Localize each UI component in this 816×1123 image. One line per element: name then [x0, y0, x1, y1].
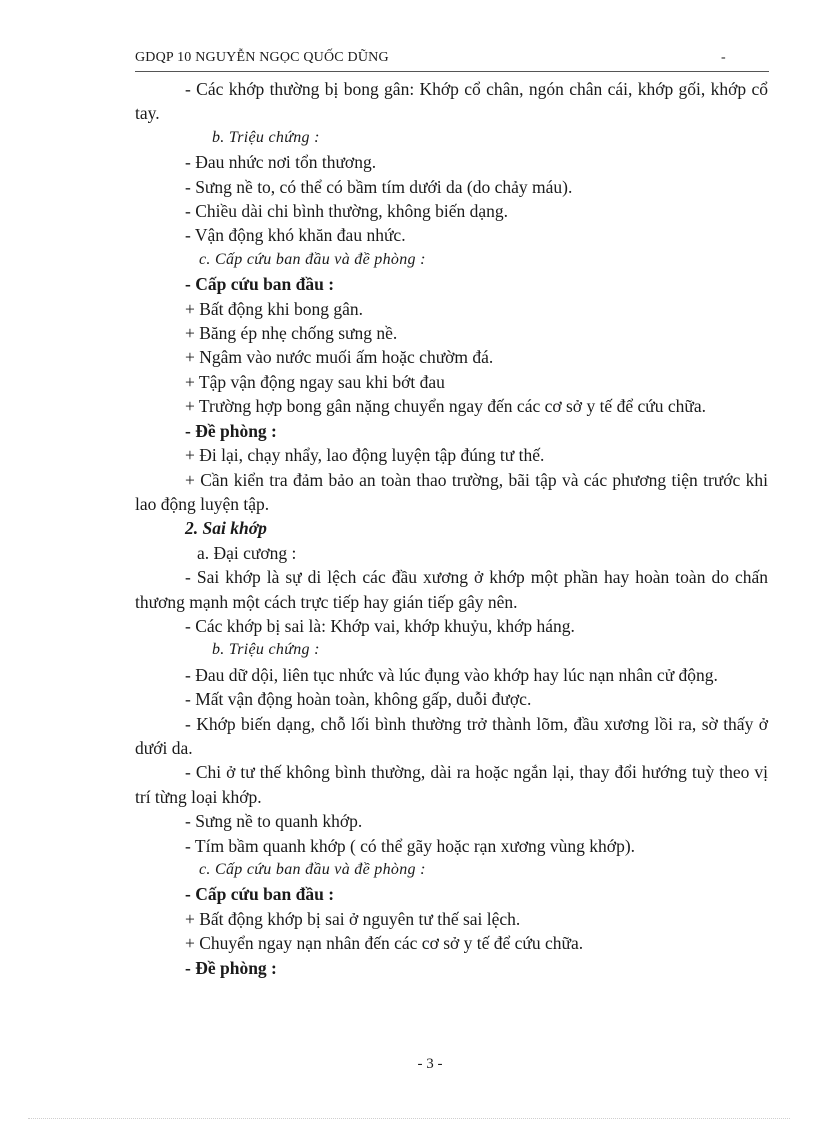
paragraph: - Mất vận động hoàn toàn, không gấp, duỗi được.	[185, 689, 532, 710]
bold-heading-prevention: - Đề phòng :	[185, 420, 277, 441]
header-title: GDQP 10 NGUYỄN NGỌC QUỐC DŨNG	[135, 50, 389, 65]
page-number: - 3 -	[417, 1056, 443, 1072]
paragraph: + Đi lại, chạy nhẩy, lao động luyện tập đúng tư thế.	[185, 445, 545, 466]
paragraph: - Sai khớp là sự di lệch các đầu xương ở khớp một phần hay hoàn toàn do chấn thương mạnh một cách trực tiếp hay gián tiếp gây nên.	[135, 567, 768, 612]
paragraph: + Trường hợp bong gân nặng chuyển ngay đến các cơ sở y tế để cứu chữa.	[185, 396, 706, 417]
paragraph: - Chiều dài chi bình thường, không biến dạng.	[185, 201, 508, 222]
paragraph: - Sưng nề to, có thể có bầm tím dưới da (do chảy máu).	[185, 176, 573, 197]
subheading-first-aid: c. Cấp cứu ban đầu và đề phòng :	[199, 861, 426, 878]
paragraph: - Tím bầm quanh khớp ( có thể gãy hoặc rạn xương vùng khớp).	[185, 835, 636, 856]
bold-heading-first-aid: - Cấp cứu ban đầu :	[185, 884, 335, 905]
subheading-symptoms: b. Triệu chứng :	[212, 641, 320, 659]
section-heading-dislocation: 2. Sai khớp	[185, 518, 267, 539]
paragraph: - Sưng nề to quanh khớp.	[185, 811, 363, 832]
subheading-symptoms: b. Triệu chứng :	[212, 128, 320, 146]
subheading-overview: a. Đại cương :	[197, 542, 297, 563]
paragraph: - Đau nhức nơi tổn thương.	[185, 152, 377, 173]
paragraph: + Tập vận động ngay sau khi bớt đau	[185, 371, 445, 392]
paragraph: - Đau dữ dội, liên tục nhức và lúc đụng vào khớp hay lúc nạn nhân cử động.	[185, 664, 718, 685]
paragraph: - Chi ở tư thế không bình thường, dài ra hoặc ngắn lại, thay đổi hướng tuỳ theo vị trí từng loại khớp.	[135, 762, 768, 807]
paragraph: - Các khớp thường bị bong gân: Khớp cổ chân, ngón chân cái, khớp gối, khớp cổ tay.	[135, 79, 768, 124]
paragraph: + Bất động khớp bị sai ở nguyên tư thế sai lệch.	[185, 908, 521, 929]
paragraph: + Ngâm vào nước muối ấm hoặc chườm đá.	[185, 347, 494, 368]
header-dash: -	[721, 50, 726, 65]
paragraph: - Khớp biến dạng, chỗ lối bình thường trở thành lõm, đầu xương lồi ra, sờ thấy ở dưới da.	[135, 713, 768, 758]
page-header	[135, 50, 735, 66]
document-body	[135, 77, 768, 980]
paragraph: + Băng ép nhẹ chống sưng nề.	[185, 323, 398, 344]
paragraph: + Bất động khi bong gân.	[185, 298, 364, 319]
bold-heading-first-aid: - Cấp cứu ban đầu :	[185, 274, 335, 295]
page-footer	[0, 1056, 816, 1073]
page-bottom-divider	[28, 1118, 790, 1119]
paragraph: - Các khớp bị sai là: Khớp vai, khớp khuỷu, khớp háng.	[185, 615, 575, 636]
subheading-first-aid: c. Cấp cứu ban đầu và đề phòng :	[199, 250, 426, 268]
paragraph: + Cần kiển tra đảm bảo an toàn thao trường, bãi tập và các phương tiện trước khi lao động luyện tập.	[135, 469, 768, 514]
paragraph: - Vận động khó khăn đau nhức.	[185, 225, 406, 246]
header-divider	[135, 71, 769, 72]
bold-heading-prevention: - Đề phòng :	[185, 957, 277, 978]
paragraph: + Chuyển ngay nạn nhân đến các cơ sở y tế để cứu chữa.	[185, 933, 584, 954]
